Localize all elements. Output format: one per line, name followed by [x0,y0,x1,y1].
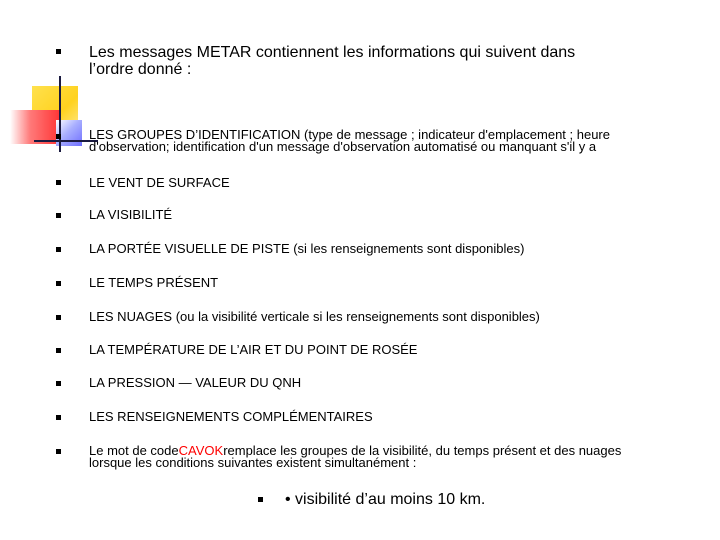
list-item-supplementary: LES RENSEIGNEMENTS COMPLÉMENTAIRES [89,409,373,424]
list-item-present-weather: LE TEMPS PRÉSENT [89,275,219,290]
decorative-red-square [10,110,60,144]
list-item-line-1: LES GROUPES D’IDENTIFICATION (type de message ; indicateur d'emplacement ; heure [89,127,610,142]
list-item-surface-wind: LE VENT DE SURFACE [89,175,230,190]
bullet-icon [258,497,263,502]
bullet-icon [56,315,61,320]
list-item-identification [89,129,610,153]
cavok-code-word: CAVOK [178,443,224,458]
list-item-pressure: LA PRESSION — VALEUR DU QNH [89,375,302,390]
bullet-icon [56,449,61,454]
list-item-cavok [89,445,621,469]
list-item-temperature: LA TEMPÉRATURE DE L’AIR ET DU POINT DE ROSÉE [89,342,418,357]
cavok-prefix: Le mot de code [89,443,179,458]
bullet-icon [56,49,61,54]
bullet-icon [56,348,61,353]
cavok-line-2: lorsque les conditions suivantes existent simultanément : [89,455,417,470]
list-item-visibility: LA VISIBILITÉ [89,207,173,222]
sub-item-visibility: • visibilité d’au moins 10 km. [285,491,486,508]
cavok-suffix: remplace les groupes de la visibilité, du temps présent et des nuages [223,443,622,458]
list-item-clouds: LES NUAGES (ou la visibilité verticale si les renseignements sont disponibles) [89,309,540,324]
list-item-runway-visual-range: LA PORTÉE VISUELLE DE PISTE (si les renseignements sont disponibles) [89,241,525,256]
bullet-icon [56,415,61,420]
bullet-icon [56,381,61,386]
bullet-icon [56,281,61,286]
intro-line-2: l’ordre donné : [89,61,192,78]
bullet-icon [56,180,61,185]
bullet-icon [56,134,61,139]
intro-text [89,44,575,78]
bullet-icon [56,247,61,252]
intro-line-1: Les messages METAR contiennent les informations qui suivent dans [89,44,576,61]
list-item-line-2: d'observation; identification d'un message d'observation automatisé ou manquant s'il y a [89,139,597,154]
bullet-icon [56,213,61,218]
